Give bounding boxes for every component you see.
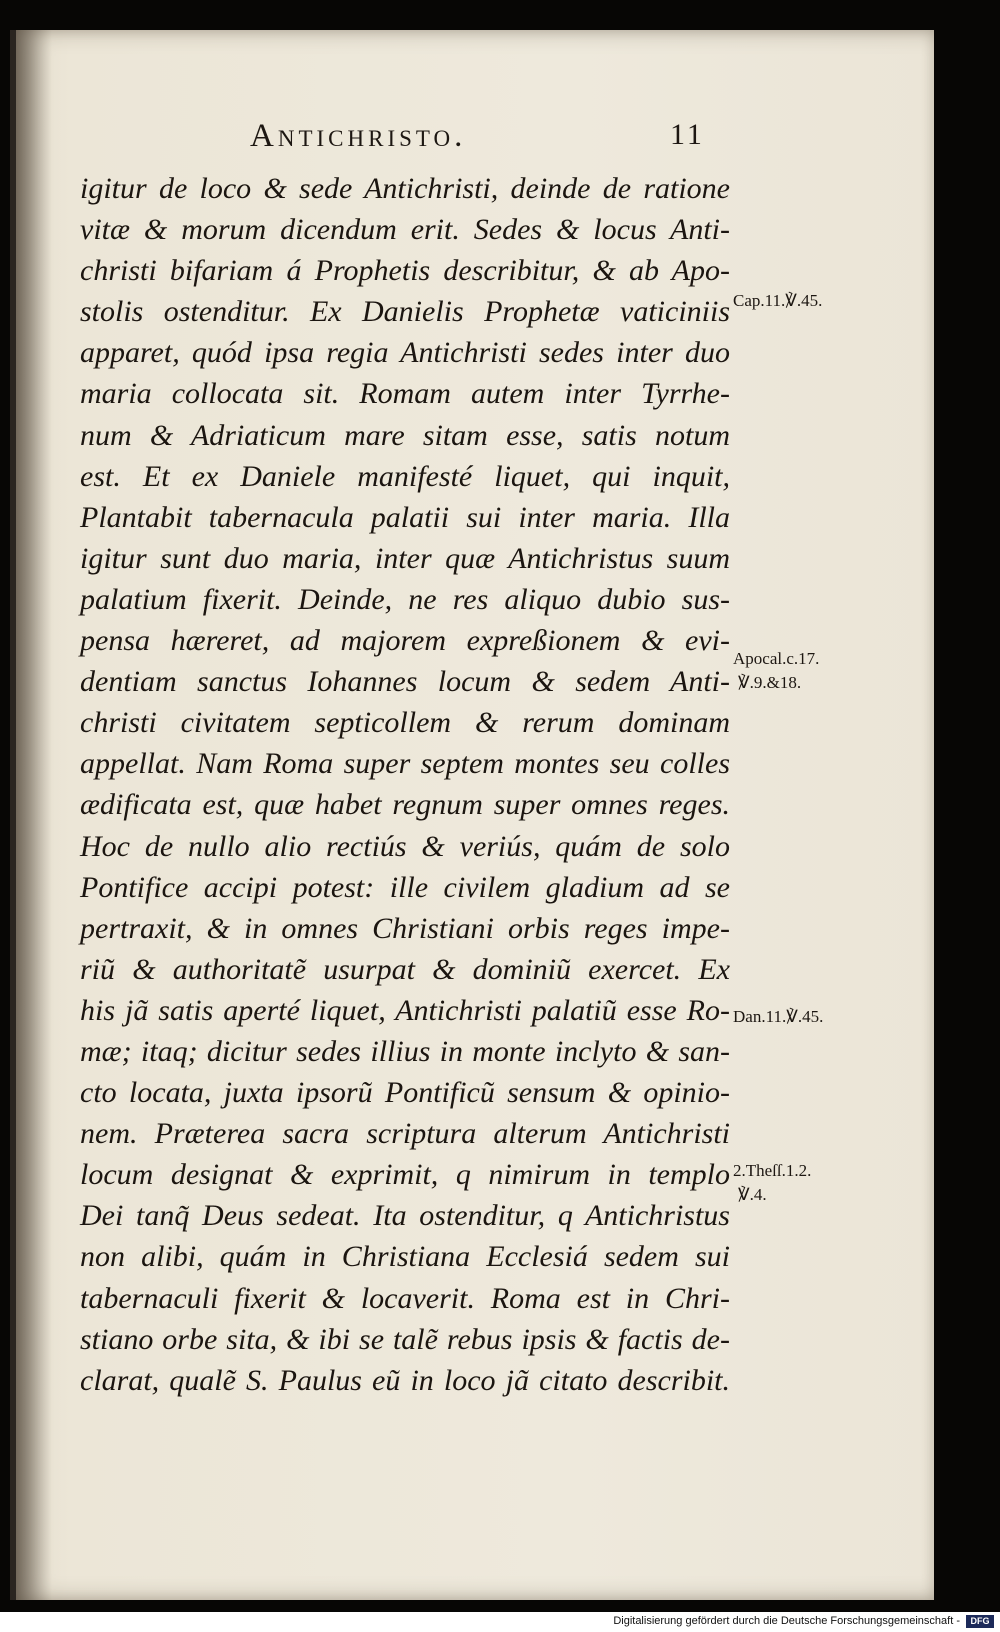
text-line: christi bifariam á Prophetis describitur, & ab Apo- — [80, 254, 730, 288]
running-title: Antichristo. — [250, 118, 467, 154]
text-line: non alibi, quám in Christiana Ecclesiá sedem sui — [80, 1240, 730, 1274]
text-line: pensa hæreret, ad majorem expreßionem & evi- — [80, 624, 730, 658]
funding-notice: Digitalisierung gefördert durch die Deutsche Forschungsgemeinschaft - — [613, 1615, 960, 1627]
margin-note-thessalonians-verse: ℣.4. — [738, 1185, 767, 1204]
text-line: locum designat & exprimit, q nimirum in templo — [80, 1158, 730, 1192]
text-line: riũ & authoritatẽ usurpat & dominiũ exercet. Ex — [80, 952, 730, 986]
gutter-shadow — [16, 30, 52, 1600]
running-header — [250, 118, 730, 155]
text-line: est. Et ex Daniele manifesté liquet, qui inquit, — [80, 459, 730, 493]
body-text — [80, 168, 730, 1401]
text-line: cto locata, juxta ipsorũ Pontificũ sensum & opinio- — [80, 1076, 730, 1110]
text-line: igitur de loco & sede Antichristi, deinde de ratione — [80, 172, 730, 205]
text-line: pertraxit, & in omnes Christiani orbis reges impe- — [80, 911, 730, 945]
text-line: stiano orbe sita, & ibi se talẽ rebus ipsis & factis de- — [80, 1322, 730, 1356]
text-line: clarat, qualẽ S. Paulus eũ in loco jã citato describit. — [80, 1363, 730, 1397]
text-line: nem. Præterea sacra scriptura alterum Antichristi — [80, 1117, 730, 1151]
text-line: tabernaculi fixerit & locaverit. Roma est in Chri- — [80, 1281, 730, 1315]
margin-note-apocalypse-ref: Apocal.c.17. — [733, 649, 820, 668]
margin-note-daniel-ref: Cap.11.℣.45. — [733, 291, 823, 310]
text-line: his jã satis aperté liquet, Antichristi palatiũ esse Ro- — [80, 993, 730, 1027]
text-line: Hoc de nullo alio rectiús & veriús, quám de solo — [80, 829, 730, 863]
text-line: mæ; itaq; dicitur sedes illius in monte inclyto & san- — [80, 1034, 730, 1068]
footer-bar — [0, 1612, 1000, 1632]
text-line: igitur sunt duo maria, inter quæ Antichristus suum — [80, 541, 730, 575]
margin-note-apocalypse-verse: ℣.9.&18. — [738, 673, 802, 692]
margin-note-thessalonians-ref: 2.Theſſ.1.2. — [733, 1161, 812, 1180]
text-line: stolis ostenditur. Ex Danielis Prophetæ vaticiniis — [80, 295, 730, 329]
text-line: Plantabit tabernacula palatii sui inter maria. Illa — [80, 500, 730, 534]
text-line: maria collocata sit. Romam autem inter Tyrrhe- — [80, 377, 730, 411]
page-number: 11 — [670, 118, 705, 151]
margin-note-daniel-ref-2: Dan.11.℣.45. — [733, 1007, 824, 1026]
text-line: Pontifice accipi potest: ille civilem gladium ad se — [80, 870, 730, 904]
text-line: apparet, quód ipsa regia Antichristi sedes inter duo — [80, 336, 730, 370]
text-line: christi civitatem septicollem & rerum dominam — [80, 706, 730, 740]
text-line: palatium fixerit. Deinde, ne res aliquo dubio sus- — [80, 582, 730, 616]
text-line: num & Adriaticum mare sitam esse, satis notum — [80, 418, 730, 452]
text-line: vitæ & morum dicendum erit. Sedes & locus Anti- — [80, 213, 730, 247]
text-line: Dei tanq̃ Deus sedeat. Ita ostenditur, q Antichristus — [80, 1199, 730, 1233]
text-line: dentiam sanctus Iohannes locum & sedem Anti- — [80, 665, 730, 699]
text-line: ædificata est, quæ habet regnum super omnes reges. — [80, 788, 730, 822]
text-line: appellat. Nam Roma super septem montes seu colles — [80, 747, 730, 781]
dfg-logo-icon: DFG — [966, 1615, 994, 1628]
